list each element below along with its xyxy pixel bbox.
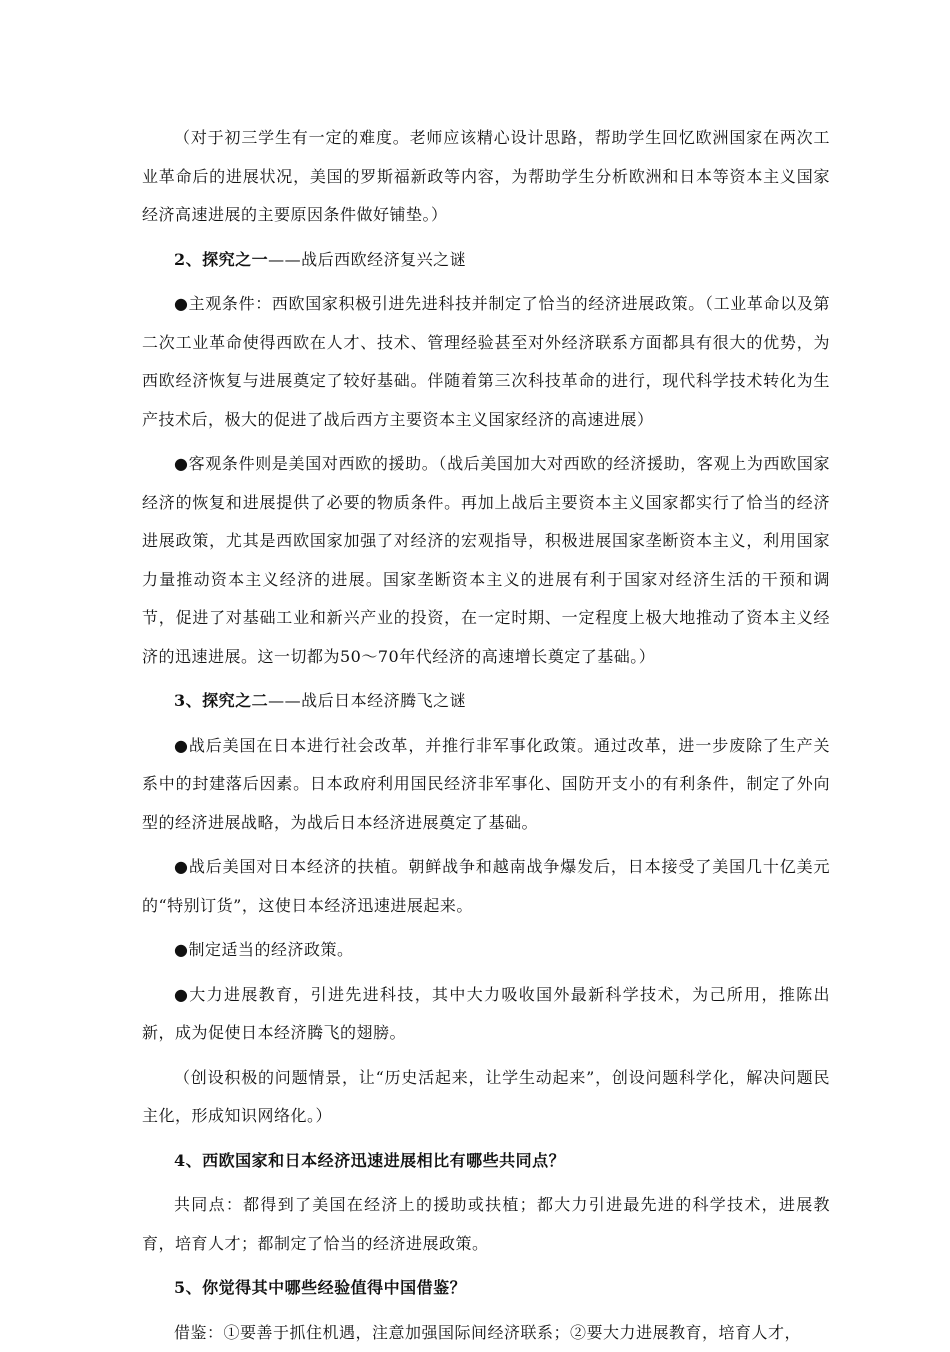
question-4-heading: 4、西欧国家和日本经济迅速进展相比有哪些共同点？ (142, 1142, 830, 1181)
answer-4-paragraph: 共同点：都得到了美国在经济上的援助或扶植；都大力引进最先进的科学技术，进展教育，培育人才；都制定了恰当的经济进展政策。 (142, 1186, 830, 1263)
paragraph-japan-policy: ●制定适当的经济政策。 (142, 931, 830, 970)
answer-5-paragraph: 借鉴：①要善于抓住机遇，注意加强国际间经济联系；②要大力进展教育，培育人才， (142, 1314, 830, 1352)
question-5-heading: 5、你觉得其中哪些经验值得中国借鉴？ (142, 1269, 830, 1308)
paragraph-note-method: （创设积极的问题情景，让“历史活起来，让学生动起来”，创设问题科学化，解决问题民主化，形成知识网络化。） (142, 1059, 830, 1136)
paragraph-objective-conditions: ●客观条件则是美国对西欧的援助。（战后美国加大对西欧的经济援助，客观上为西欧国家经济的恢复和进展提供了必要的物质条件。再加上战后主要资本主义国家都实行了恰当的经济进展政策，尤其是西欧国家加强了对经济的宏观指导，积极进展国家垄断资本主义，利用国家力量推动资本主义经济的进展。国家垄断资本主义的进展有利于国家对经济生活的干预和调节，促进了对基础工业和新兴产业的投资，在一定时期、一定程度上极大地推动了资本主义经济的迅速进展。这一切都为50～70年代经济的高速增长奠定了基础。） (142, 445, 830, 676)
paragraph-note-intro: （对于初三学生有一定的难度。老师应该精心设计思路，帮助学生回忆欧洲国家在两次工业革命后的进展状况，美国的罗斯福新政等内容，为帮助学生分析欧洲和日本等资本主义国家经济高速进展的主要原因条件做好铺垫。） (142, 119, 830, 235)
section-2-heading-prefix: 2、探究之一 (174, 250, 268, 269)
section-3-heading (142, 682, 830, 721)
section-2-heading-title: ——战后西欧经济复兴之谜 (268, 250, 466, 269)
section-3-heading-title: ——战后日本经济腾飞之谜 (268, 691, 466, 710)
paragraph-subjective-conditions: ●主观条件：西欧国家积极引进先进科技并制定了恰当的经济进展政策。（工业革命以及第二次工业革命使得西欧在人才、技术、管理经验甚至对外经济联系方面都具有很大的优势，为西欧经济恢复与进展奠定了较好基础。伴随着第三次科技革命的进行，现代科学技术转化为生产技术后，极大的促进了战后西方主要资本主义国家经济的高速进展） (142, 285, 830, 439)
section-3-heading-prefix: 3、探究之二 (174, 691, 268, 710)
section-2-heading (142, 241, 830, 280)
paragraph-japan-reform: ●战后美国在日本进行社会改革，并推行非军事化政策。通过改革，进一步废除了生产关系中的封建落后因素。日本政府利用国民经济非军事化、国防开支小的有利条件，制定了外向型的经济进展战略，为战后日本经济进展奠定了基础。 (142, 727, 830, 843)
paragraph-japan-education: ●大力进展教育，引进先进科技，其中大力吸收国外最新科学技术，为己所用，推陈出新，成为促使日本经济腾飞的翅膀。 (142, 976, 830, 1053)
paragraph-japan-support: ●战后美国对日本经济的扶植。朝鲜战争和越南战争爆发后，日本接受了美国几十亿美元的“特别订货”，这使日本经济迅速进展起来。 (142, 848, 830, 925)
